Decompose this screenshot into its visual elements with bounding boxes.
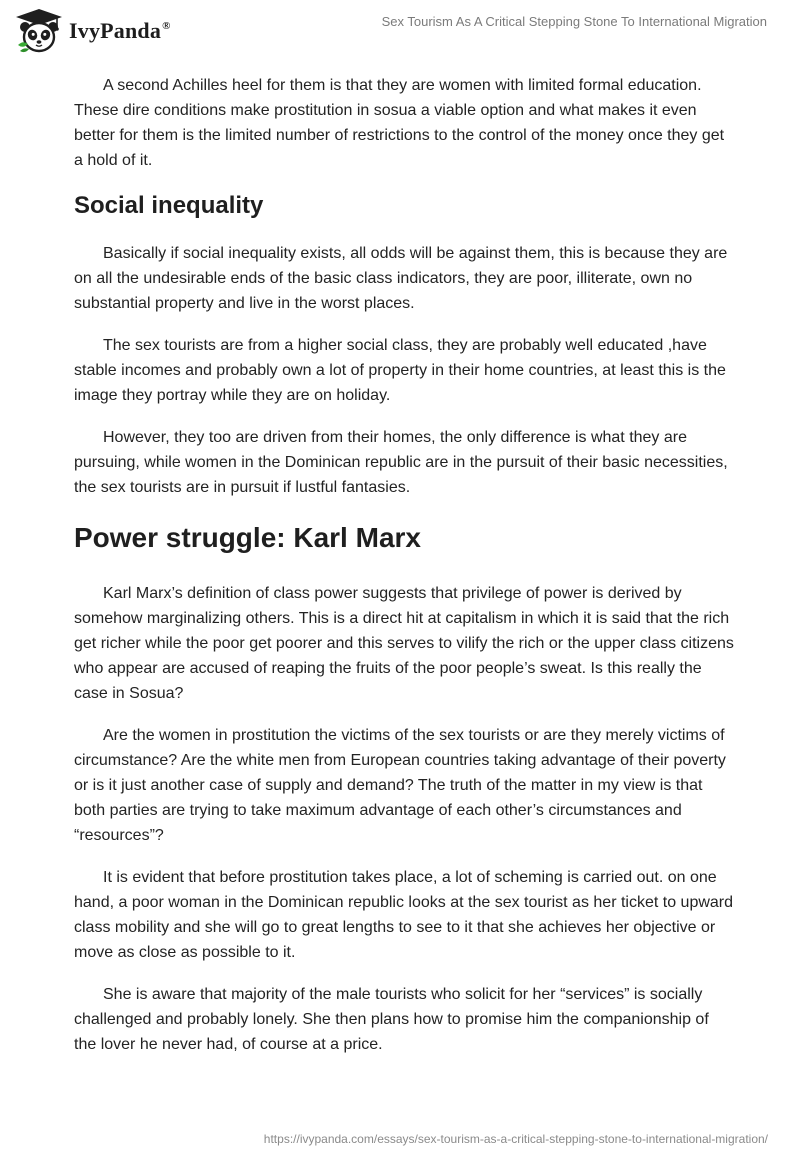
paragraph: Are the women in prostitution the victims of the sex tourists or are they merely victims of circumstance? Are the white men from European countries taking advantage of their poverty or is it just another case of supply and demand? The truth of the matter in my view is that both parties are trying to take maximum advantage of each other’s circumstances and “resources”? xyxy=(74,727,726,844)
page-header xyxy=(0,0,800,70)
paragraph: Karl Marx’s definition of class power suggests that privilege of power is derived by somehow marginalizing others. This is a direct hit at capitalism in which it is said that the rich get richer while the poor get poorer and this serves to vilify the rich or the upper class citizens who appear are accused of reaping the fruits of the poor people’s sweat. Is this really the case in Sosua? xyxy=(74,585,734,702)
registered-mark: ® xyxy=(162,20,171,32)
section-heading-power-struggle: Power struggle: Karl Marx xyxy=(74,522,421,553)
logo-wordmark: IvyPanda® xyxy=(69,18,171,43)
paragraph: Basically if social inequality exists, all odds will be against them, this is because they are on all the undesirable ends of the basic class indicators, they are poor, illiterate, own no substantial property and live in the worst places. xyxy=(74,245,728,312)
essay-body xyxy=(74,70,734,1057)
paragraph: However, they too are driven from their homes, the only difference is what they are pursuing, while women in the Dominican republic are in the pursuit of their basic necessities, the sex tourists are in pursuit if lustful fantasies. xyxy=(74,429,728,496)
panda-graduation-cap-icon xyxy=(14,8,64,54)
paragraph: A second Achilles heel for them is that they are women with limited formal education. These dire conditions make prostitution in sosua a viable option and what makes it even better for them is the limited number of restrictions to the control of the money once they get a hold of it. xyxy=(74,77,725,169)
paragraph: The sex tourists are from a higher social class, they are probably well educated ,have stable incomes and probably own a lot of property in their home countries, at least this is the image they portray while they are on holiday. xyxy=(74,337,726,404)
source-url-link[interactable]: https://ivypanda.com/essays/sex-tourism-as-a-critical-stepping-stone-to-international-migration/ xyxy=(263,1132,768,1146)
paragraph: She is aware that majority of the male tourists who solicit for her “services” is socially challenged and probably lonely. She then plans how to promise him the companionship of the lover he never had, of course at a price. xyxy=(74,986,709,1053)
paragraph: It is evident that before prostitution takes place, a lot of scheming is carried out. on one hand, a poor woman in the Dominican republic looks at the sex tourist as her ticket to upward class mobility and she will go to great lengths to see to it that she achieves her objective or move as close as possible to it. xyxy=(74,869,734,961)
section-heading-social-inequality: Social inequality xyxy=(74,192,264,219)
document-title: Sex Tourism As A Critical Stepping Stone To International Migration xyxy=(381,14,767,29)
ivypanda-logo[interactable] xyxy=(14,8,171,54)
